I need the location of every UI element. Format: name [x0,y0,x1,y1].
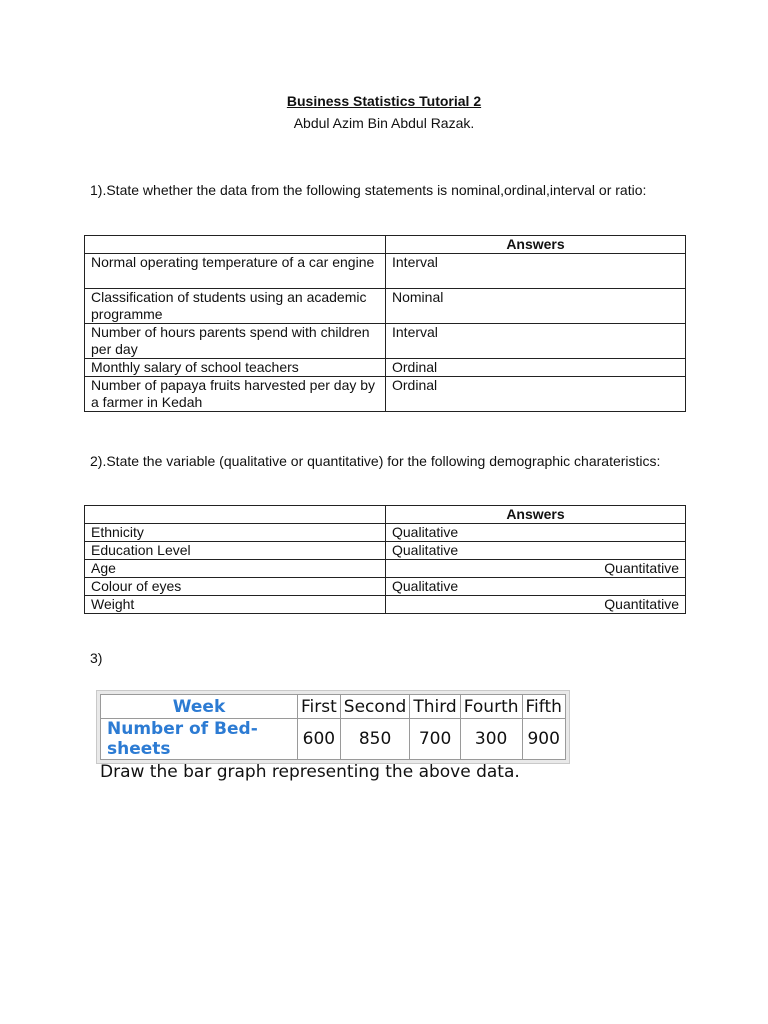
count-row [101,719,566,760]
answers-header: Answers [386,506,686,524]
bed-sheets-table [100,694,566,760]
answer-cell: Qualitative [386,542,686,560]
week-row [101,695,566,719]
count-cell: 900 [522,719,565,760]
week-cell: Fourth [460,695,522,719]
table-row [85,560,686,578]
table-row [85,377,686,412]
statement-cell: Number of papaya fruits harvested per day by a farmer in Kedah [85,377,386,412]
answer-cell: Nominal [386,289,686,324]
week-cell: Third [410,695,460,719]
characteristic-cell: Ethnicity [85,524,386,542]
characteristic-cell: Colour of eyes [85,578,386,596]
count-cell: 700 [410,719,460,760]
table-row [85,542,686,560]
answer-cell: Qualitative [386,578,686,596]
statement-cell: Number of hours parents spend with children per day [85,324,386,359]
table-row [85,324,686,359]
week-cell: Second [340,695,410,719]
question-2-text: 2).State the variable (qualitative or quantitative) for the following demographic charateristics: [90,453,661,469]
table-row [85,596,686,614]
table-header-row [85,506,686,524]
statement-cell: Monthly salary of school teachers [85,359,386,377]
count-cell: 600 [298,719,341,760]
statement-cell: Classification of students using an academic programme [85,289,386,324]
answer-cell: Quantitative [386,596,686,614]
week-cell: First [298,695,341,719]
answer-cell: Ordinal [386,359,686,377]
question-1-text: 1).State whether the data from the following statements is nominal,ordinal,interval or ratio: [90,182,647,198]
question-2-table [84,505,686,614]
table-row [85,289,686,324]
answer-cell: Ordinal [386,377,686,412]
count-cell: 300 [460,719,522,760]
statement-cell: Normal operating temperature of a car engine [85,254,386,289]
characteristic-cell: Age [85,560,386,578]
table-header-row [85,236,686,254]
characteristic-cell: Education Level [85,542,386,560]
table-row [85,359,686,377]
question-1-table [84,235,686,412]
table-row [85,254,686,289]
empty-header-cell [85,506,386,524]
count-label: Number of Bed-sheets [101,719,298,760]
count-cell: 850 [340,719,410,760]
author-name: Abdul Azim Bin Abdul Razak. [293,115,475,131]
characteristic-cell: Weight [85,596,386,614]
week-cell: Fifth [522,695,565,719]
table-row [85,578,686,596]
question-3-instruction: Draw the bar graph representing the above data. [100,762,520,782]
document-title: Business Statistics Tutorial 2 [286,93,482,109]
answer-cell: Quantitative [386,560,686,578]
answer-cell: Qualitative [386,524,686,542]
answer-cell: Interval [386,324,686,359]
table-row [85,524,686,542]
question-3-label: 3) [90,650,103,666]
answers-header: Answers [386,236,686,254]
answer-cell: Interval [386,254,686,289]
empty-header-cell [85,236,386,254]
bed-sheets-data-image [96,690,570,764]
week-label: Week [101,695,298,719]
